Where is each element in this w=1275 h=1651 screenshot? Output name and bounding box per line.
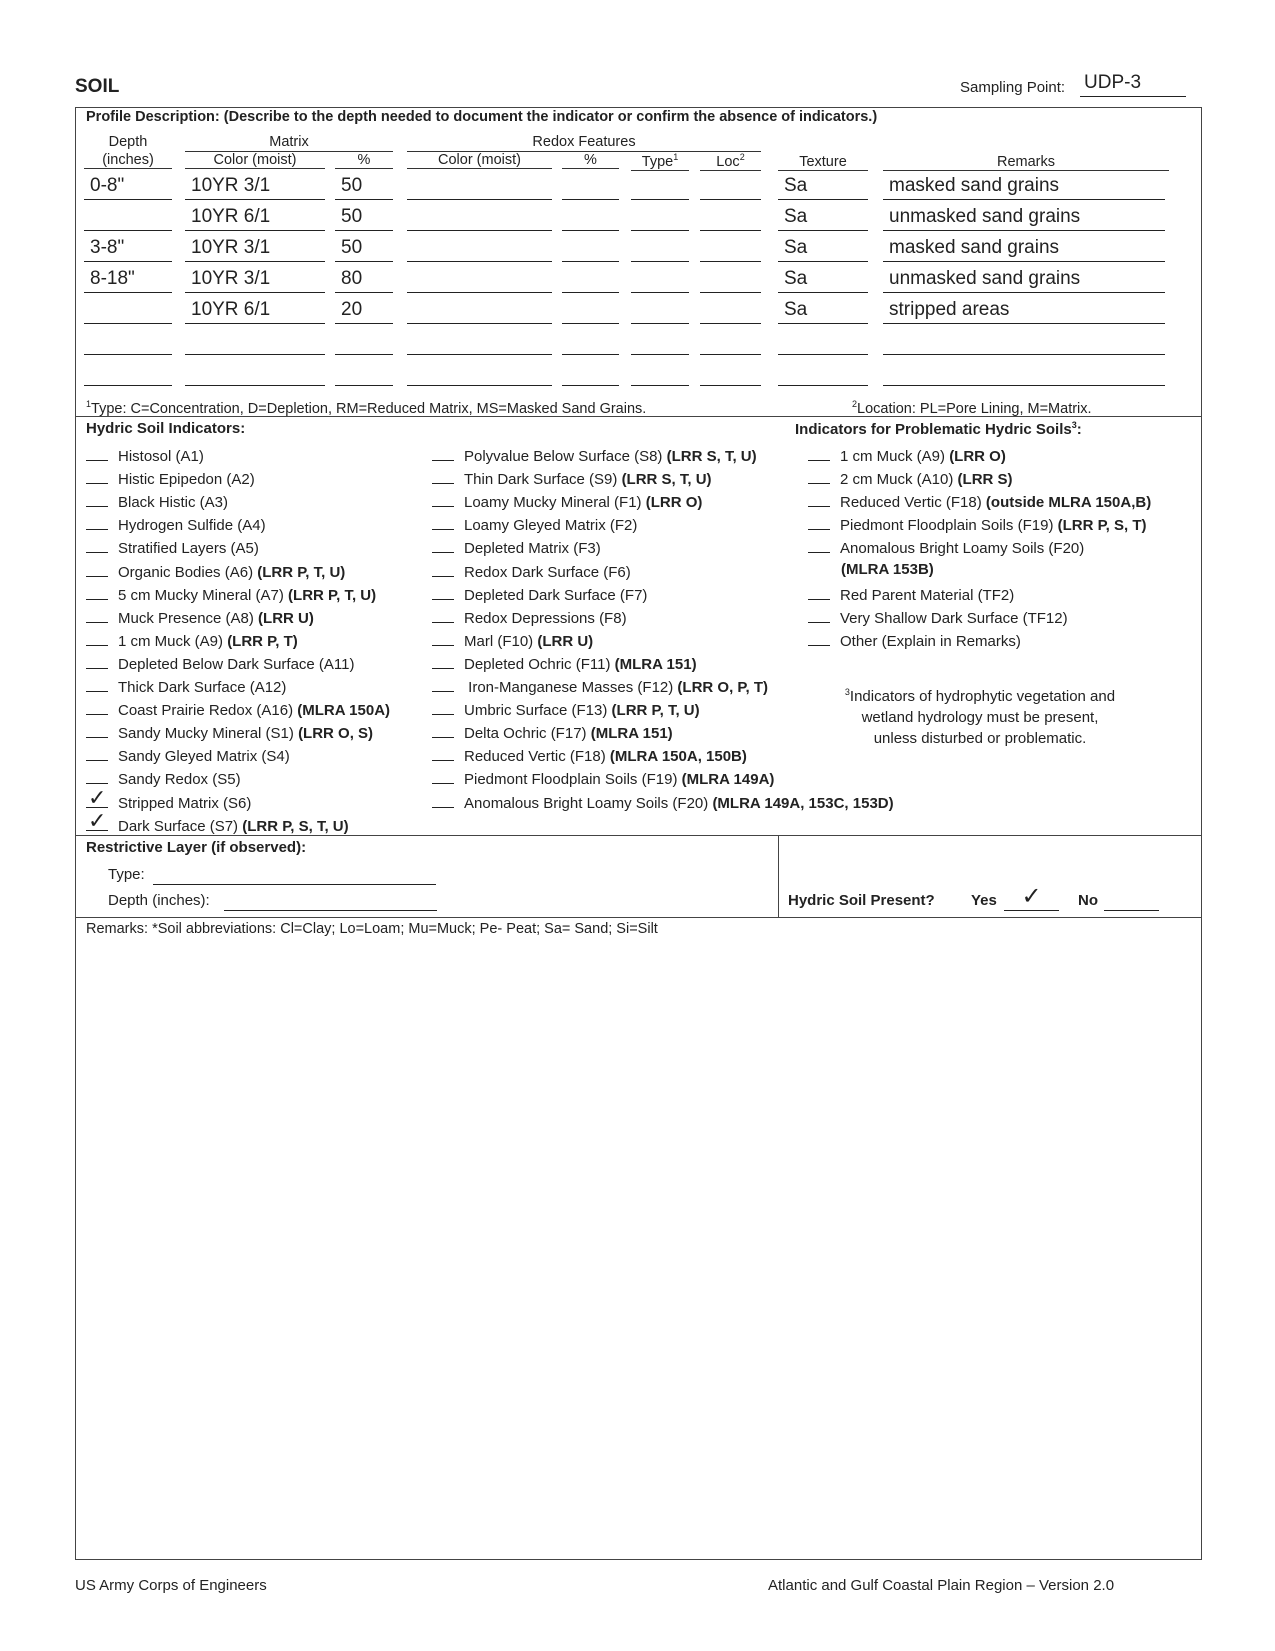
indicator-checkbox[interactable] [432, 515, 454, 530]
indicator-checkbox[interactable] [432, 677, 454, 692]
footnote-location: $^2$Location: PL=Pore Lining, M=Matrix. [852, 399, 1092, 417]
matrix-color-cell[interactable]: 10YR 3/1 [185, 172, 325, 200]
indicator-item[interactable] [86, 700, 390, 722]
indicator-checkbox[interactable] [86, 562, 108, 577]
indicator-checkbox[interactable] [808, 631, 830, 646]
remarks-text[interactable]: Remarks: *Soil abbreviations: Cl=Clay; Lo=Loam; Mu=Muck; Pe- Peat; Sa= Sand; Si=Silt [86, 921, 658, 937]
redox-type-cell[interactable] [631, 234, 689, 262]
restrictive-depth-field[interactable] [224, 892, 437, 911]
indicator-region: (LRR U) [258, 609, 314, 627]
indicator-label: 1 cm Muck (A9) [840, 448, 950, 465]
footnote-type: $^1$Type: C=Concentration, D=Depletion, RM=Reduced Matrix, MS=Masked Sand Grains. [86, 399, 647, 417]
indicator-checkbox[interactable] [86, 585, 108, 600]
indicator-item[interactable] [432, 677, 768, 699]
indicator-checkbox[interactable] [86, 446, 108, 461]
indicator-item[interactable] [86, 784, 252, 815]
indicator-checkbox[interactable] [432, 769, 454, 784]
indicator-checkbox[interactable] [432, 723, 454, 738]
col-loc: Loc$^2$ [700, 152, 761, 171]
indicator-item[interactable] [432, 769, 774, 791]
redox-color-cell[interactable] [407, 358, 552, 386]
no-field[interactable] [1104, 892, 1159, 911]
matrix-pct-cell[interactable]: 80 [335, 265, 393, 293]
remarks-cell[interactable] [883, 358, 1165, 386]
redox-pct-cell[interactable] [562, 296, 619, 324]
matrix-pct-cell[interactable] [335, 358, 393, 386]
indicator-region: (LRR P, T, U) [288, 586, 377, 604]
texture-cell[interactable]: Sa [778, 296, 868, 324]
indicator-checkbox[interactable] [432, 700, 454, 715]
indicator-checkbox[interactable] [86, 769, 108, 784]
indicator-label: Thick Dark Surface (A12) [118, 679, 287, 696]
indicator-region: (LRR P, T, U) [611, 702, 700, 720]
indicator-label: Black Histic (A3) [118, 494, 229, 512]
indicator-label: Sandy Gleyed Matrix (S4) [118, 748, 290, 766]
indicator-checkbox[interactable] [86, 608, 108, 623]
texture-cell[interactable]: Sa [778, 203, 868, 231]
indicator-region: (LRR P, T, U) [257, 563, 346, 581]
no-label: No [1078, 892, 1098, 909]
form-title: SOIL [75, 76, 120, 97]
col-matrix-pct: % [335, 152, 393, 169]
col-redox-header: Redox Features [532, 134, 636, 150]
col-type: Type$^1$ [631, 152, 689, 171]
indicator-checkbox[interactable] [86, 677, 108, 692]
indicator-checkbox[interactable] [86, 654, 108, 669]
indicator-checkbox[interactable] [432, 538, 454, 553]
indicator-item[interactable] [432, 538, 601, 560]
indicator-checkbox[interactable] [86, 492, 108, 507]
f20-mlra-note: (MLRA 153B) [841, 561, 934, 578]
indicator-item[interactable] [86, 446, 204, 468]
remarks-cell[interactable]: stripped areas [883, 296, 1165, 324]
indicator-checkbox[interactable] [86, 807, 108, 833]
indicator-region: (LRR P, T) [227, 632, 298, 650]
redox-loc-cell[interactable] [700, 265, 761, 293]
indicator-item[interactable] [86, 585, 376, 607]
col-redox-pct: % [562, 152, 619, 169]
indicator-item[interactable] [86, 677, 286, 699]
texture-cell[interactable] [778, 327, 868, 355]
indicator-region: (MLRA 151) [614, 655, 697, 673]
matrix-pct-cell[interactable] [335, 327, 393, 355]
redox-pct-cell[interactable] [562, 203, 619, 231]
col-matrix-header: Matrix [269, 134, 309, 150]
indicator-item[interactable] [86, 769, 241, 791]
indicator-label: Stratified Layers (A5) [118, 540, 259, 558]
indicator-item[interactable] [432, 585, 647, 607]
indicator-label: Redox Depressions (F8) [464, 609, 627, 627]
indicator-region: (LRR O, P, T) [677, 679, 768, 696]
indicator-checkbox[interactable] [808, 469, 830, 484]
footnote-3: $^3$Indicators of hydrophytic vegetation and wetland hydrology must be present, unless disturbed or problematic. [844, 687, 1116, 747]
remarks-cell[interactable] [883, 327, 1165, 355]
indicator-checkbox[interactable] [808, 538, 830, 553]
remarks-cell[interactable]: unmasked sand grains [883, 265, 1165, 293]
check-mark-icon: ✓ [88, 784, 107, 810]
indicator-label: Depleted Dark Surface (F7) [464, 586, 648, 604]
indicator-checkbox[interactable] [86, 515, 108, 530]
footer-right: Atlantic and Gulf Coastal Plain Region – Version 2.0 [768, 1577, 1115, 1594]
redox-color-cell[interactable] [407, 265, 552, 293]
depth-cell[interactable] [84, 203, 172, 231]
indicator-label: Coast Prairie Redox (A16) [118, 702, 298, 720]
indicator-item[interactable] [808, 515, 1147, 537]
indicator-label: Very Shallow Dark Surface (TF12) [840, 609, 1068, 627]
sampling-point-label: Sampling Point: [960, 79, 1066, 96]
indicator-label: Histic Epipedon (A2) [118, 471, 255, 489]
indicator-checkbox[interactable] [808, 446, 830, 461]
indicator-label: Anomalous Bright Loamy Soils (F20) [840, 540, 1085, 558]
indicator-checkbox[interactable] [432, 585, 454, 600]
indicator-checkbox[interactable] [808, 515, 830, 530]
indicator-label: Piedmont Floodplain Soils (F19) [464, 771, 682, 789]
texture-cell[interactable]: Sa [778, 172, 868, 200]
indicator-item[interactable] [432, 492, 702, 514]
problematic-indicators-heading: Indicators for Problematic Hydric Soils$^3$: [795, 420, 1082, 438]
indicator-label: Depleted Ochric (F11) [464, 655, 615, 673]
indicator-checkbox[interactable] [808, 492, 830, 507]
indicator-label: Depleted Below Dark Surface (A11) [118, 655, 355, 673]
indicator-label: Dark Surface (S7) [118, 817, 243, 835]
indicator-label: Reduced Vertic (F18) [464, 748, 610, 766]
footer-left: US Army Corps of Engineers [75, 1577, 267, 1594]
indicator-region: (LRR O, S) [298, 725, 374, 743]
matrix-color-cell[interactable] [185, 358, 325, 386]
indicator-checkbox[interactable] [432, 654, 454, 669]
depth-cell[interactable] [84, 296, 172, 324]
indicator-item[interactable] [808, 585, 1014, 607]
indicator-item[interactable] [86, 538, 259, 560]
indicator-region: (LRR S, T, U) [621, 471, 712, 489]
restrictive-depth-label: Depth (inches): [108, 892, 210, 909]
indicator-item[interactable] [432, 608, 627, 630]
matrix-color-cell[interactable] [185, 327, 325, 355]
col-depth-header: Depth [108, 134, 148, 150]
indicator-item[interactable] [808, 608, 1068, 630]
indicator-checkbox[interactable] [86, 784, 108, 810]
indicator-region: (LRR S, T, U) [666, 448, 757, 465]
indicator-item[interactable] [86, 746, 290, 768]
indicator-region: (outside MLRA 150A,B) [985, 494, 1152, 512]
indicator-item[interactable] [432, 469, 712, 491]
indicator-item[interactable] [86, 492, 228, 514]
matrix-pct-cell[interactable]: 50 [335, 172, 393, 200]
depth-cell[interactable]: 3-8" [84, 234, 172, 262]
indicator-label: Other (Explain in Remarks) [840, 632, 1021, 650]
indicator-checkbox[interactable] [432, 793, 454, 808]
indicator-label: Umbric Surface (F13) [464, 702, 612, 720]
yes-field[interactable]: ✓ [1004, 888, 1059, 911]
indicator-item[interactable] [808, 446, 1006, 468]
indicator-label: Reduced Vertic (F18) [840, 494, 986, 512]
check-mark-icon: ✓ [88, 807, 107, 833]
indicator-checkbox[interactable] [808, 585, 830, 600]
texture-cell[interactable]: Sa [778, 234, 868, 262]
indicator-item[interactable] [86, 654, 355, 676]
indicator-region: (MLRA 149A, 153C, 153D) [712, 794, 894, 812]
indicator-region: (LRR O) [645, 494, 703, 512]
matrix-pct-cell[interactable]: 50 [335, 203, 393, 231]
indicator-region: (LRR S) [957, 471, 1013, 489]
indicator-item[interactable] [432, 631, 593, 653]
col-texture: Texture [778, 154, 868, 171]
redox-color-cell[interactable] [407, 172, 552, 200]
profile-description-heading: Profile Description: (Describe to the depth needed to document the indicator or confirm the absence of indicators.) [86, 109, 878, 125]
indicator-checkbox[interactable] [432, 608, 454, 623]
redox-loc-cell[interactable] [700, 234, 761, 262]
indicator-checkbox[interactable] [86, 746, 108, 761]
sampling-point-field[interactable]: UDP-3 [1080, 72, 1186, 97]
redox-pct-cell[interactable] [562, 265, 619, 293]
redox-color-cell[interactable] [407, 296, 552, 324]
matrix-color-cell[interactable]: 10YR 6/1 [185, 203, 325, 231]
col-remarks: Remarks [883, 154, 1169, 171]
remarks-cell[interactable]: unmasked sand grains [883, 203, 1165, 231]
col-matrix-color: Color (moist) [185, 152, 325, 169]
depth-cell[interactable]: 8-18" [84, 265, 172, 293]
indicator-label: Delta Ochric (F17) [464, 725, 591, 743]
redox-pct-cell[interactable] [562, 327, 619, 355]
indicator-label: Loamy Gleyed Matrix (F2) [464, 517, 638, 535]
indicator-label: Histosol (A1) [118, 448, 204, 465]
hydric-indicators-heading: Hydric Soil Indicators: [86, 420, 246, 437]
indicator-item[interactable] [86, 608, 314, 630]
col-redox-color: Color (moist) [407, 152, 552, 169]
indicator-item[interactable] [432, 700, 700, 722]
indicator-label: Thin Dark Surface (S9) [464, 471, 622, 489]
indicator-checkbox[interactable] [86, 723, 108, 738]
indicator-checkbox[interactable] [808, 608, 830, 623]
hydric-soil-present-label: Hydric Soil Present? [788, 892, 935, 909]
indicator-checkbox[interactable] [432, 631, 454, 646]
redox-pct-cell[interactable] [562, 172, 619, 200]
depth-cell[interactable] [84, 327, 172, 355]
indicator-checkbox[interactable] [86, 700, 108, 715]
redox-loc-cell[interactable] [700, 296, 761, 324]
indicator-label: Marl (F10) [464, 632, 538, 650]
indicator-item[interactable] [86, 469, 255, 491]
indicator-label: 1 cm Muck (A9) [118, 632, 228, 650]
remarks-cell[interactable]: masked sand grains [883, 234, 1165, 262]
depth-cell[interactable] [84, 358, 172, 386]
indicator-label: Loamy Mucky Mineral (F1) [464, 494, 646, 512]
indicator-label: Piedmont Floodplain Soils (F19) [840, 517, 1058, 535]
indicator-checkbox[interactable] [432, 562, 454, 577]
indicator-checkbox[interactable] [432, 446, 454, 461]
matrix-color-cell[interactable]: 10YR 3/1 [185, 234, 325, 262]
indicator-item[interactable] [808, 631, 1021, 653]
matrix-color-cell[interactable]: 10YR 3/1 [185, 265, 325, 293]
indicator-region: (MLRA 149A) [681, 771, 775, 789]
redox-type-cell[interactable] [631, 265, 689, 293]
indicator-item[interactable] [808, 492, 1151, 514]
indicator-checkbox[interactable] [86, 538, 108, 553]
indicator-region: (MLRA 151) [590, 725, 673, 743]
texture-cell[interactable] [778, 358, 868, 386]
col-depth-units: (inches) [84, 152, 172, 169]
indicator-item[interactable] [86, 562, 345, 584]
matrix-pct-cell[interactable]: 20 [335, 296, 393, 324]
indicator-checkbox[interactable] [432, 469, 454, 484]
indicator-item[interactable] [432, 654, 697, 676]
indicator-label: Iron-Manganese Masses (F12) [464, 679, 678, 696]
indicator-label: Depleted Matrix (F3) [464, 540, 601, 558]
indicator-item[interactable] [808, 538, 1084, 560]
redox-color-cell[interactable] [407, 327, 552, 355]
matrix-color-cell[interactable]: 10YR 6/1 [185, 296, 325, 324]
texture-cell[interactable]: Sa [778, 265, 868, 293]
indicator-item[interactable] [432, 515, 637, 537]
indicator-label: Stripped Matrix (S6) [118, 794, 252, 812]
indicator-item[interactable] [432, 746, 747, 768]
indicator-label: 5 cm Mucky Mineral (A7) [118, 586, 289, 604]
redox-type-cell[interactable] [631, 327, 689, 355]
divider-restrictive [75, 917, 1202, 918]
indicator-checkbox[interactable] [432, 746, 454, 761]
indicator-label: Redox Dark Surface (F6) [464, 563, 631, 581]
indicator-checkbox[interactable] [86, 469, 108, 484]
indicator-label: Organic Bodies (A6) [118, 563, 258, 581]
indicator-region: (LRR O) [949, 448, 1006, 465]
redox-loc-cell[interactable] [700, 203, 761, 231]
indicator-label: Hydrogen Sulfide (A4) [118, 517, 266, 535]
redox-loc-cell[interactable] [700, 327, 761, 355]
indicator-label: Anomalous Bright Loamy Soils (F20) [464, 794, 713, 812]
matrix-pct-cell[interactable]: 50 [335, 234, 393, 262]
indicator-checkbox[interactable] [432, 492, 454, 507]
indicator-item[interactable] [808, 469, 1013, 491]
indicator-label: Polyvalue Below Surface (S8) [464, 448, 667, 465]
indicator-item[interactable] [86, 807, 349, 838]
indicator-item[interactable] [86, 723, 373, 745]
redox-pct-cell[interactable] [562, 234, 619, 262]
indicator-label: Muck Presence (A8) [118, 609, 259, 627]
redox-loc-cell[interactable] [700, 358, 761, 386]
restrictive-type-label: Type: [108, 866, 145, 883]
indicator-label: Sandy Redox (S5) [118, 771, 241, 789]
redox-type-cell[interactable] [631, 203, 689, 231]
redox-color-cell[interactable] [407, 203, 552, 231]
yes-label: Yes [971, 892, 997, 909]
redox-loc-cell[interactable] [700, 172, 761, 200]
indicator-region: (LRR P, S, T, U) [242, 817, 349, 835]
indicator-label: Red Parent Material (TF2) [840, 586, 1015, 604]
indicator-region: (MLRA 150A) [297, 702, 391, 720]
indicator-checkbox[interactable] [86, 631, 108, 646]
indicator-region: (MLRA 150A, 150B) [609, 748, 747, 766]
indicator-item[interactable] [432, 793, 894, 815]
indicator-region: (LRR P, S, T) [1057, 517, 1147, 535]
depth-cell[interactable]: 0-8" [84, 172, 172, 200]
indicator-item[interactable] [86, 631, 298, 653]
indicator-item[interactable] [432, 723, 673, 745]
indicator-item[interactable] [432, 562, 631, 584]
redox-type-cell[interactable] [631, 296, 689, 324]
redox-type-cell[interactable] [631, 172, 689, 200]
restrictive-layer-heading: Restrictive Layer (if observed): [86, 839, 307, 856]
remarks-cell[interactable]: masked sand grains [883, 172, 1165, 200]
indicator-label: Sandy Mucky Mineral (S1) [118, 725, 299, 743]
redox-pct-cell[interactable] [562, 358, 619, 386]
redox-type-cell[interactable] [631, 358, 689, 386]
indicator-region: (LRR U) [537, 632, 594, 650]
redox-color-cell[interactable] [407, 234, 552, 262]
divider-hydric-present [778, 835, 779, 917]
indicator-item[interactable] [86, 515, 266, 537]
indicator-item[interactable] [432, 446, 757, 468]
restrictive-type-field[interactable] [153, 866, 436, 885]
indicator-label: 2 cm Muck (A10) [840, 471, 958, 489]
